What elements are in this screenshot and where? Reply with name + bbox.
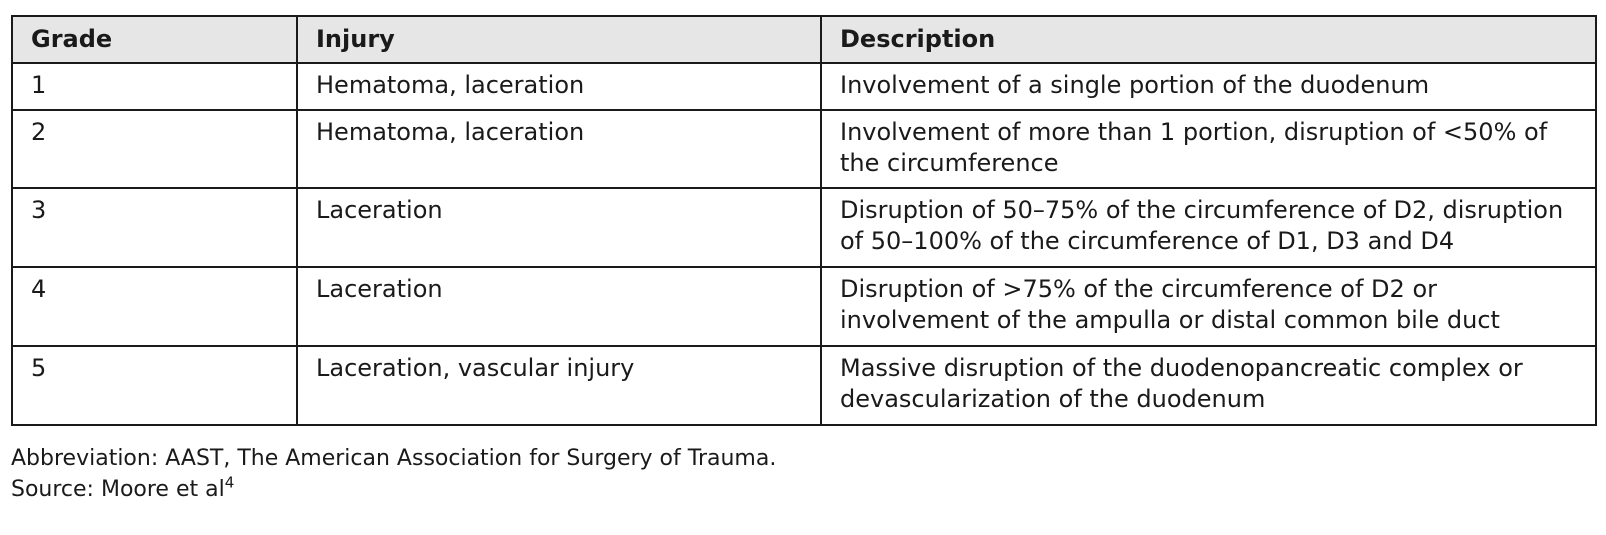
cell-grade: 3: [12, 188, 297, 267]
cell-injury: Laceration, vascular injury: [297, 346, 821, 425]
cell-description: Involvement of more than 1 portion, disruption of <50% of the circumference: [821, 110, 1596, 188]
cell-grade: 4: [12, 267, 297, 346]
table-row: [12, 63, 1596, 110]
table-row: [12, 188, 1596, 267]
cell-injury: Laceration: [297, 267, 821, 346]
table-footnotes: [11, 443, 776, 505]
table-header-row: [12, 16, 1596, 63]
abbreviation-note: Abbreviation: AAST, The American Association for Surgery of Trauma.: [11, 446, 777, 471]
cell-injury: Hematoma, laceration: [297, 63, 821, 110]
cell-grade: 2: [12, 110, 297, 188]
grading-table-container: [11, 15, 1595, 426]
source-note: [11, 474, 776, 505]
cell-injury: Laceration: [297, 188, 821, 267]
cell-description: Disruption of 50–75% of the circumference of D2, disruption of 50–100% of the circumference of D1, D3 and D4: [821, 188, 1596, 267]
cell-description: Massive disruption of the duodenopancreatic complex or devascularization of the duodenum: [821, 346, 1596, 425]
header-grade: Grade: [12, 16, 297, 63]
cell-injury: Hematoma, laceration: [297, 110, 821, 188]
cell-description: Disruption of >75% of the circumference of D2 or involvement of the ampulla or distal common bile duct: [821, 267, 1596, 346]
header-injury: Injury: [297, 16, 821, 63]
cell-grade: 1: [12, 63, 297, 110]
cell-description: Involvement of a single portion of the duodenum: [821, 63, 1596, 110]
cell-grade: 5: [12, 346, 297, 425]
table-row: [12, 110, 1596, 188]
table-row: [12, 267, 1596, 346]
source-reference-superscript: 4: [224, 473, 235, 492]
header-description: Description: [821, 16, 1596, 63]
grading-table: [11, 15, 1597, 426]
table-row: [12, 346, 1596, 425]
source-text: Source: Moore et al: [11, 477, 225, 502]
